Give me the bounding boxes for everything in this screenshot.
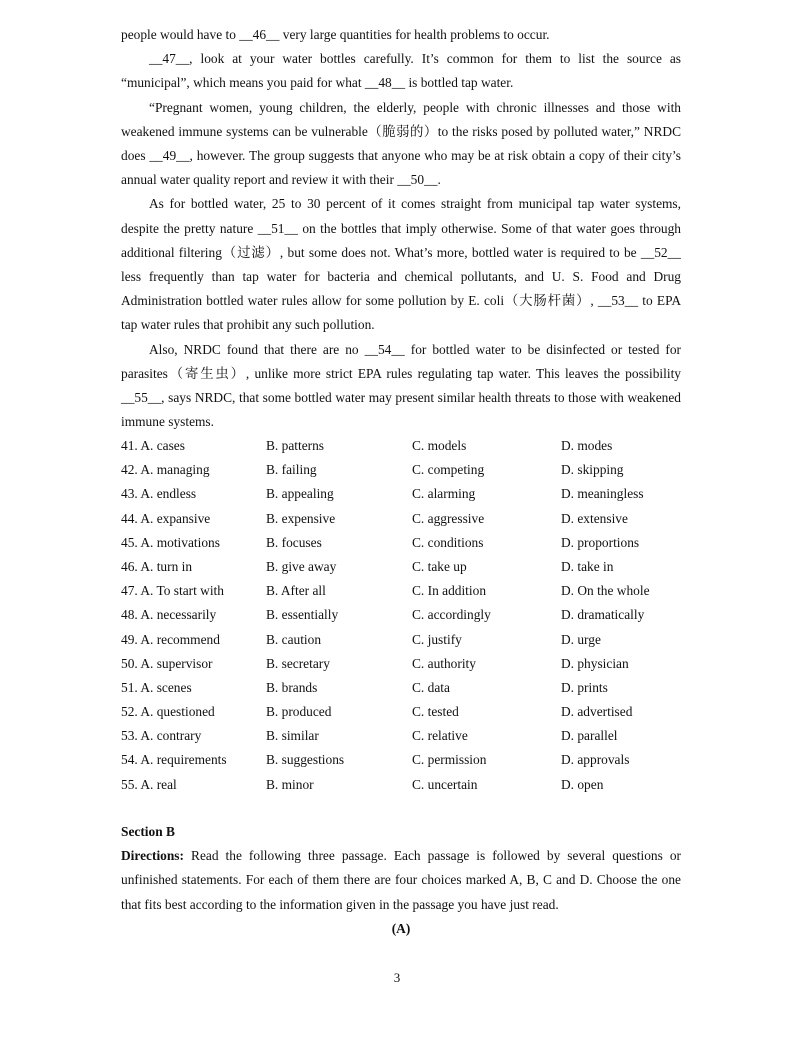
- option-c: C. take up: [412, 558, 467, 574]
- option-a: 50. A. supervisor: [121, 655, 213, 671]
- option-b: B. After all: [266, 583, 326, 599]
- option-row: [121, 507, 701, 531]
- paragraph: Also, NRDC found that there are no __54__ for bottled water to be disinfected or tested for parasites（寄生虫）, unlike more strict EPA rules regulating tap water. This leaves the possibility __55__, says NRDC, that some bottled water may present similar health threats to those with weakened immune systems.: [121, 341, 681, 430]
- option-b: B. patterns: [266, 438, 325, 453]
- option-b: B. produced: [266, 704, 332, 720]
- option-row: [121, 603, 701, 627]
- paragraph: “Pregnant women, young children, the elderly, people with chronic illnesses and those with weakened immune systems can be vulnerable（脆弱的）to the risks posed by polluted water,” NRDC does __49__, however. The group suggests that anyone who may be at risk obtain a copy of their city’s annual water quality report and review it with their __50__.: [121, 99, 681, 188]
- option-row: [121, 652, 701, 676]
- option-a: 45. A. motivations: [121, 534, 220, 550]
- option-d: D. meaningless: [561, 486, 644, 502]
- option-d: D. skipping: [561, 462, 624, 478]
- directions-label: Directions:: [121, 848, 184, 864]
- option-row: [121, 724, 701, 748]
- option-c: C. competing: [412, 462, 485, 478]
- option-c: C. justify: [412, 631, 462, 647]
- option-row: [121, 482, 701, 506]
- option-row: [121, 628, 701, 652]
- option-b: B. suggestions: [266, 752, 345, 768]
- option-b: B. appealing: [266, 486, 334, 502]
- passage: [121, 23, 681, 434]
- directions: [121, 844, 681, 917]
- option-d: D. dramatically: [561, 607, 645, 623]
- answer-options: [121, 434, 701, 797]
- option-c: C. models: [412, 438, 467, 453]
- option-d: D. proportions: [561, 534, 640, 550]
- option-c: C. authority: [412, 655, 476, 671]
- option-row: [121, 579, 701, 603]
- option-a: 46. A. turn in: [121, 558, 193, 574]
- section-title: Section B: [121, 824, 175, 839]
- option-c: C. alarming: [412, 486, 476, 502]
- option-row: [121, 700, 701, 724]
- directions-text: Read the following three passage. Each passage is followed by several questions or unfinished statements. For each of them there are four choices marked A, B, C and D. Choose the one that fits best according to the information given in the passage you have just read.: [121, 848, 681, 912]
- option-a: 53. A. contrary: [121, 728, 202, 744]
- option-d: D. prints: [561, 679, 608, 695]
- option-row: [121, 458, 701, 482]
- option-row: [121, 773, 701, 797]
- option-row: [121, 531, 701, 555]
- option-d: D. physician: [561, 655, 629, 671]
- option-d: D. take in: [561, 558, 614, 574]
- page-number: 3: [393, 970, 401, 985]
- option-a: 51. A. scenes: [121, 679, 192, 695]
- option-row: [121, 434, 701, 458]
- option-c: C. data: [412, 679, 450, 695]
- option-row: [121, 676, 701, 700]
- option-row: [121, 748, 701, 772]
- option-c: C. tested: [412, 704, 459, 720]
- option-a: 47. A. To start with: [121, 583, 224, 599]
- option-a: 55. A. real: [121, 776, 177, 792]
- option-c: C. relative: [412, 728, 468, 744]
- option-d: D. extensive: [561, 510, 628, 526]
- option-a: 54. A. requirements: [121, 752, 227, 768]
- option-b: B. essentially: [266, 607, 339, 623]
- option-a: 42. A. managing: [121, 462, 210, 478]
- option-c: C. In addition: [412, 583, 487, 599]
- option-b: B. minor: [266, 776, 314, 792]
- option-b: B. secretary: [266, 655, 330, 671]
- option-c: C. uncertain: [412, 776, 478, 792]
- option-b: B. focuses: [266, 534, 322, 550]
- option-b: B. expensive: [266, 510, 336, 526]
- option-a: 43. A. endless: [121, 486, 197, 502]
- option-a: 49. A. recommend: [121, 631, 220, 647]
- option-c: C. aggressive: [412, 510, 485, 526]
- option-a: 44. A. expansive: [121, 510, 211, 526]
- option-c: C. conditions: [412, 534, 484, 550]
- option-a: 48. A. necessarily: [121, 607, 217, 623]
- option-c: C. accordingly: [412, 607, 491, 623]
- option-b: B. similar: [266, 728, 319, 744]
- option-b: B. failing: [266, 462, 317, 478]
- option-d: D. urge: [561, 631, 601, 647]
- option-d: D. On the whole: [561, 583, 650, 599]
- paragraph: As for bottled water, 25 to 30 percent of it comes straight from municipal tap water systems, despite the pretty nature __51__ on the bottles that imply otherwise. Some of that water goes through additional filtering（过滤）, but some does not. What’s more, bottled water is required to be __52__ less frequently than tap water for bacteria and chemical pollutants, and U. S. Food and Drug Administration bottled water rules allow for some pollution by E. coli（大肠杆菌）, __53__ to EPA tap water rules that prohibit any such pollution.: [121, 196, 681, 333]
- option-d: D. modes: [561, 438, 613, 453]
- option-d: D. approvals: [561, 752, 630, 768]
- paragraph-continuation: people would have to __46__ very large quantities for health problems to occur.: [121, 27, 550, 42]
- option-b: B. give away: [266, 558, 337, 574]
- option-row: [121, 555, 701, 579]
- option-c: C. permission: [412, 752, 487, 768]
- option-d: D. advertised: [561, 704, 633, 720]
- option-a: 41. A. cases: [121, 438, 185, 453]
- option-d: D. open: [561, 776, 604, 792]
- option-b: B. brands: [266, 679, 318, 695]
- section-b: [121, 820, 681, 941]
- option-d: D. parallel: [561, 728, 618, 744]
- option-a: 52. A. questioned: [121, 704, 215, 720]
- passage-label: (A): [391, 920, 411, 936]
- paragraph: __47__, look at your water bottles carefully. It’s common for them to list the source as “municipal”, which means you paid for what __48__ is bottled tap water.: [121, 51, 681, 91]
- option-b: B. caution: [266, 631, 322, 647]
